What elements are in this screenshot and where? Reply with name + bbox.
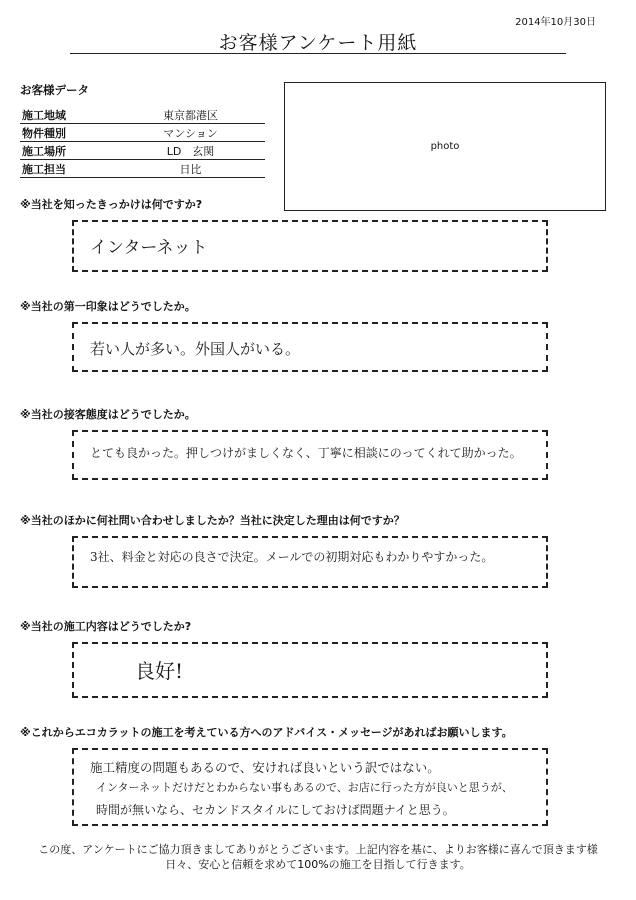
- info-label: 施工担当: [20, 160, 114, 178]
- page-title: お客様アンケート用紙: [218, 32, 418, 54]
- footer-line-2: 日々、安心と信頼を求めて100%の施工を目指して行きます。: [165, 858, 471, 871]
- question-6: ※これからエコカラットの施工を考えている方へのアドバイス・メッセージがあればお願いします。: [20, 726, 513, 739]
- photo-label: photo: [430, 141, 460, 152]
- question-2: ※当社の第一印象はどうでしたか。: [20, 300, 196, 313]
- question-3: ※当社の接客態度はどうでしたか。: [20, 408, 196, 421]
- info-value: 東京都港区: [114, 106, 265, 124]
- answer-6-line-1: 施工精度の問題もあるので、安ければ良いという訳ではない。: [90, 760, 440, 775]
- title-underline: [70, 53, 566, 54]
- answer-6-line-2: インターネットだけだとわからない事もあるので、お店に行った方が良いと思うが、: [96, 781, 513, 794]
- footer-line-1: この度、アンケートにご協力頂きましてありがとうございます。上記内容を基に、よりお客様に喜んで頂きます様: [38, 843, 598, 856]
- answer-5: 良好!: [135, 659, 184, 683]
- info-value: 日比: [114, 160, 265, 178]
- info-row-area: [20, 106, 265, 124]
- answer-1: インターネット: [90, 238, 208, 258]
- answer-4: 3社、料金と対応の良さで決定。メールでの初期対応もわかりやすかった。: [90, 550, 494, 564]
- info-label: 施工地域: [20, 106, 114, 124]
- info-label: 施工場所: [20, 142, 114, 160]
- info-label: 物件種別: [20, 124, 114, 142]
- info-row-property-type: [20, 124, 265, 142]
- footer-message: [20, 842, 616, 872]
- question-5: ※当社の施工内容はどうでしたか?: [20, 620, 192, 633]
- info-row-location: [20, 142, 265, 160]
- customer-data-heading: お客様データ: [20, 83, 89, 97]
- photo-placeholder: [284, 82, 606, 211]
- answer-2: 若い人が多い。外国人がいる。: [90, 340, 301, 358]
- info-value: マンション: [114, 124, 265, 142]
- info-row-staff: [20, 160, 265, 178]
- customer-info-table: [20, 106, 265, 178]
- answer-3: とても良かった。押しつけがましくなく、丁寧に相談にのってくれて助かった。: [90, 446, 522, 460]
- survey-date: 2014年10月30日: [515, 17, 596, 28]
- info-value: LD 玄関: [114, 142, 265, 160]
- question-1: ※当社を知ったきっかけは何ですか?: [20, 198, 203, 211]
- answer-6-line-3: 時間が無いなら、セカンドスタイルにしておけば問題ナイと思う。: [96, 803, 455, 817]
- question-4: ※当社のほかに何社問い合わせしましたか？当社に決定した理由は何ですか？: [20, 514, 405, 527]
